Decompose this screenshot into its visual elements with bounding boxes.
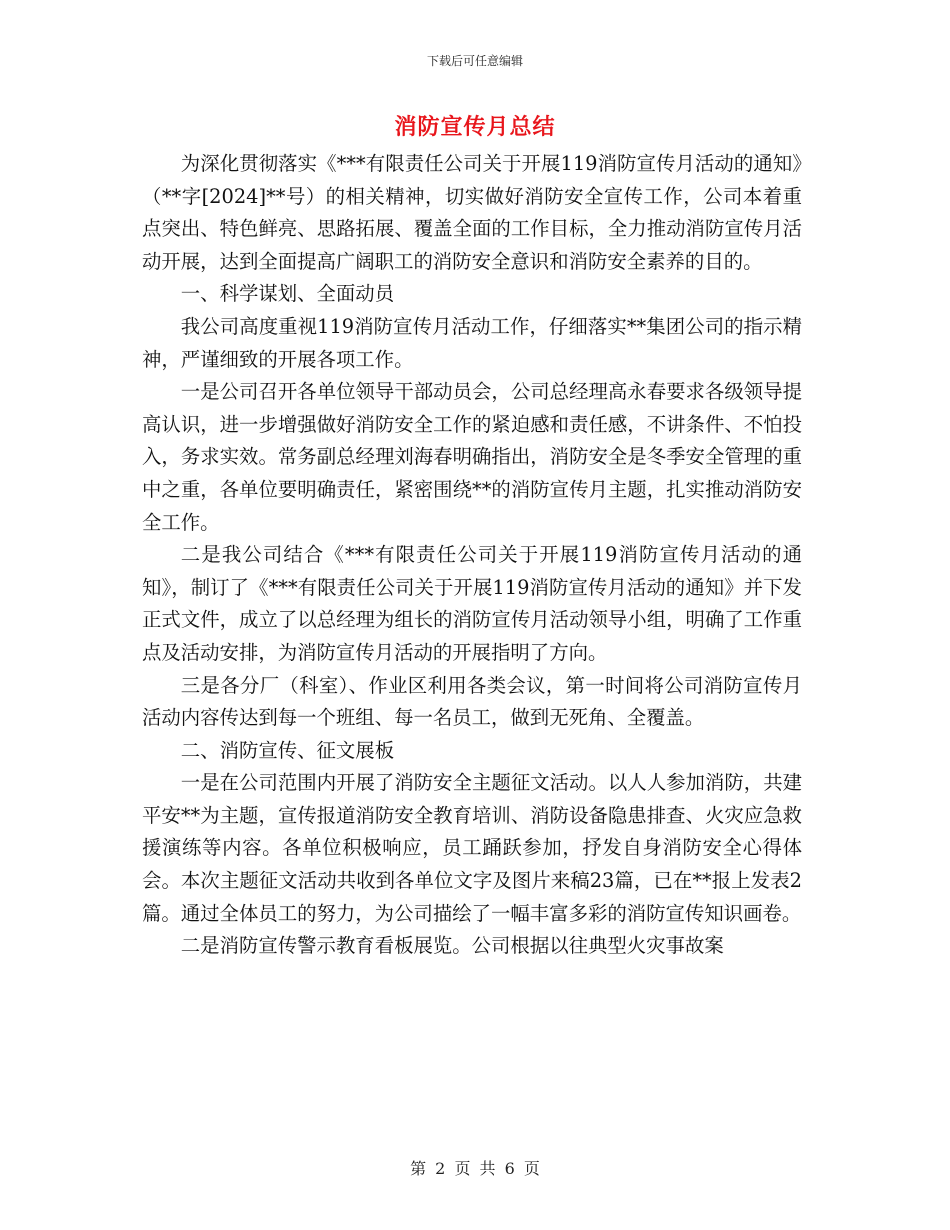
section-heading-1: 一、科学谋划、全面动员 (180, 282, 395, 306)
paragraph: 一是公司召开各单位领导干部动员会，公司总经理高永春要求各级领导提高认识，进一步增强做好消防安全工作的紧迫感和责任感，不讲条件、不怕投入，务求实效。常务副总经理刘海春明确指出，消防安全是冬季安全管理的重中之重，各单位要明确责任，紧密围绕**的消防宣传月主题，扎实推动消防安全工作。 (142, 380, 802, 534)
page-header: 下载后可任意编辑 (426, 54, 523, 68)
paragraph-intro: 为深化贯彻落实《***有限责任公司关于开展119消防宣传月活动的通知》（**字[2024]**号）的相关精神，切实做好消防安全宣传工作，公司本着重点突出、特色鲜亮、思路拓展、覆盖全面的工作目标，全力推动消防宣传月活动开展，达到全面提高广阔职工的消防安全意识和消防安全素养的目的。 (142, 152, 802, 273)
paragraph: 三是各分厂（科室）、作业区利用各类会议，第一时间将公司消防宣传月活动内容传达到每一个班组、每一名员工，做到无死角、全覆盖。 (142, 673, 802, 730)
paragraph: 二是我公司结合《***有限责任公司关于开展119消防宣传月活动的通知》，制订了《***有限责任公司关于开展119消防宣传月活动的通知》并下发正式文件，成立了以总经理为组长的消防宣传月活动领导小组，明确了工作重点及活动安排，为消防宣传月活动的开展指明了方向。 (142, 543, 802, 664)
document-title: 消防宣传月总结 (394, 114, 556, 140)
paragraph: 我公司高度重视119消防宣传月活动工作，仔细落实**集团公司的指示精神，严谨细致的开展各项工作。 (142, 314, 802, 371)
paragraph: 一是在公司范围内开展了消防安全主题征文活动。以人人参加消防，共建平安**为主题，宣传报道消防安全教育培训、消防设备隐患排查、火灾应急救援演练等内容。各单位积极响应，员工踊跃参加，抒发自身消防安全心得体会。本次主题征文活动共收到各单位文字及图片来稿23篇，已在**报上发表2篇。通过全体员工的努力，为公司描绘了一幅丰富多彩的消防宣传知识画卷。 (142, 771, 802, 925)
paragraph: 二是消防宣传警示教育看板展览。公司根据以往典型火灾事故案 (180, 934, 724, 958)
page-footer: 第 2 页 共 6 页 (410, 1159, 540, 1178)
section-heading-2: 二、消防宣传、征文展板 (180, 738, 395, 762)
document-body (142, 148, 802, 963)
